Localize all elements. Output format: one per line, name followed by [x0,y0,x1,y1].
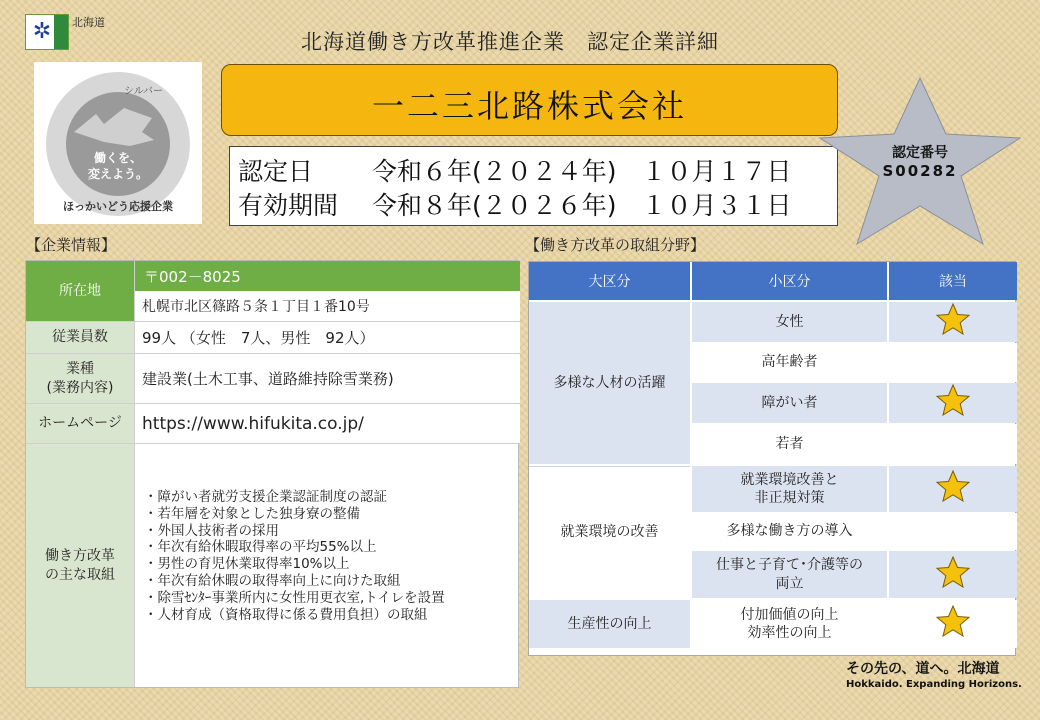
initiative-item: ・ 男性の育児休業取得率10%以上 [144,556,445,573]
badge-green-bar [54,15,68,49]
applies-value-added [889,600,1017,648]
valid-date-label: 有効期間 [238,191,339,220]
applies-env-improvement [889,466,1017,512]
industry-value: 建設業(土木工事、道路維持除雪業務) [134,354,520,403]
employees-label: 従業員数 [26,322,134,353]
initiative-item: ・ 若年層を対象とした独身寮の整備 [144,506,445,523]
company-name: 一二三北路株式会社 [371,87,687,125]
company-info-title: 【企業情報】 [26,236,117,254]
logo-text-mid1: 働くを、 [93,151,143,165]
minor-value-line1: 付加価値の向上 [740,606,839,623]
initiatives-label-line2: の主な取組 [45,566,115,583]
applies-elderly [889,343,1017,382]
logo-text-top: シルバー [124,86,164,97]
initiatives-list [144,489,445,623]
minor-disabled: 障がい者 [692,383,887,423]
star-icon [936,384,970,421]
col-minor-header: 小区分 [692,262,887,300]
initiative-item: ・ 人材育成（資格取得に係る費用負担）の取組 [144,607,445,624]
applies-youth [889,424,1017,464]
minor-env-line2: 非正規対策 [754,490,825,506]
homepage-link[interactable]: https://www.hifukita.co.jp/ [134,404,520,443]
star-icon [936,303,970,340]
footer-slogan: その先の、道へ。北海道 [846,661,1000,677]
cert-date-row [238,152,792,188]
initiative-item: ・ 外国人技術者の採用 [144,523,445,540]
initiative-item: ・ 年次有給休暇の取得率向上に向けた取組 [144,573,445,590]
applies-disabled [889,383,1017,423]
silver-logo [34,62,202,224]
snowflake-icon: ✲ [32,19,52,44]
major-work-environment: 就業環境の改善 [529,466,690,598]
minor-youth: 若者 [692,424,887,464]
minor-women: 女性 [692,302,887,342]
reform-section-title: 【働き方改革の取組分野】 [525,236,706,254]
initiatives-label-line1: 働き方改革 [45,548,115,565]
star-icon [936,556,970,593]
address-label: 所在地 [26,261,134,321]
initiatives-label [26,444,134,687]
cert-number-label: 認定番号 [892,145,948,161]
dates-box [229,146,838,226]
minor-work-life-line1: 仕事と子育て･介護等の [716,557,863,574]
minor-value-line2: 効率性の向上 [747,625,832,641]
cert-number: S00282 [882,162,958,180]
valid-date-value: 令和８年(２０２６年) １０月３１日 [372,191,792,220]
address-value: 札幌市北区篠路５条１丁目１番10号 [134,291,520,321]
industry-label-line2: (業務内容) [46,379,114,396]
footer-slogan-en: Hokkaido. Expanding Horizons. [846,679,1022,690]
logo-text-bottom: ほっかいどう応援企業 [63,200,173,213]
cert-date-value: 令和６年(２０２４年) １０月１７日 [372,157,792,186]
col-applies-header: 該当 [889,262,1017,300]
industry-label-line1: 業種 [66,361,94,378]
star-icon [936,470,970,507]
star-icon [936,605,970,642]
valid-date-row [238,186,792,222]
applies-women [889,302,1017,342]
initiative-item: ・ 障がい者就労支援企業認証制度の認証 [144,489,445,506]
logo-text-mid2: 変えよう。 [87,167,149,181]
major-diverse-talent: 多様な人材の活躍 [529,302,690,464]
minor-value-added [692,600,887,648]
applies-diverse-work [889,513,1017,550]
hokkaido-badge [25,14,69,50]
minor-diverse-work: 多様な働き方の導入 [692,513,887,550]
minor-work-life [692,551,887,598]
page-title: 北海道働き方改革推進企業 認定企業詳細 [301,30,719,54]
applies-work-life [889,551,1017,598]
minor-env-improvement [692,466,887,512]
prefecture-label: 北海道 [72,16,105,29]
industry-label [26,354,134,403]
employees-value: 99人 （女性 7人、男性 92人） [134,322,520,353]
company-name-box [221,64,838,136]
reform-table [528,261,1016,656]
col-major-header: 大区分 [529,262,690,300]
company-info-table [25,260,519,688]
minor-elderly: 高年齢者 [692,343,887,382]
initiative-item: ・ 除雪ｾﾝﾀｰ事業所内に女性用更衣室,トイレを設置 [144,590,445,607]
major-productivity: 生産性の向上 [529,600,690,648]
minor-env-line1: 就業環境改善と [740,471,839,488]
homepage-label: ホームページ [26,404,134,443]
cert-date-label: 認定日 [238,157,314,186]
silver-logo-graphic [34,62,202,224]
initiative-item: ・ 年次有給休暇取得率の平均55%以上 [144,539,445,556]
minor-work-life-line2: 両立 [775,575,804,592]
postal-code: 〒002－8025 [134,261,520,291]
